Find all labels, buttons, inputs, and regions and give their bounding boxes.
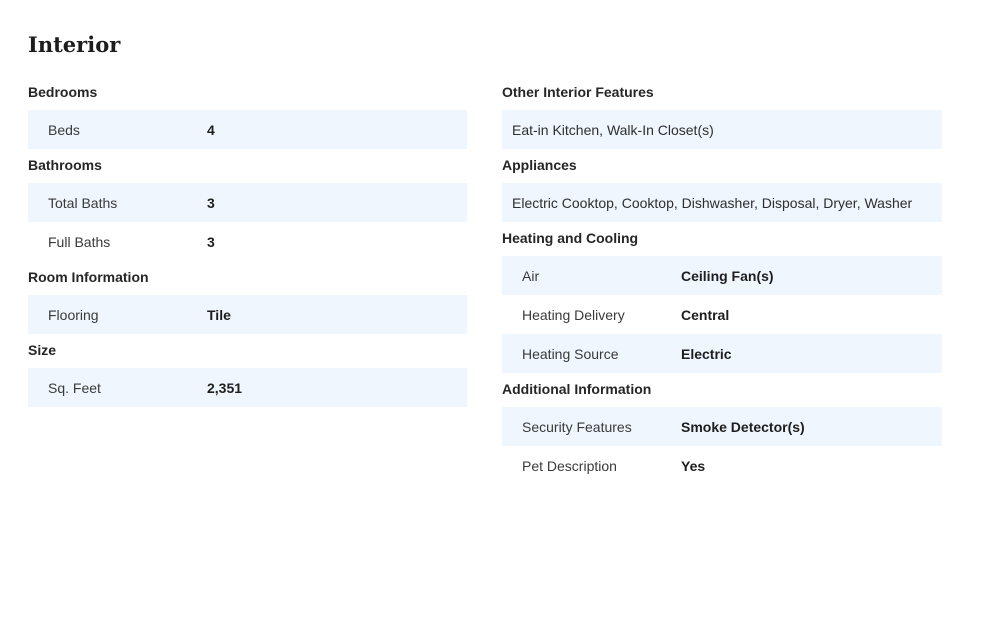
detail-row-other-interior-features <box>502 110 942 149</box>
detail-value: 3 <box>207 233 215 250</box>
section-title-appliances: Appliances <box>502 157 577 173</box>
detail-value: Yes <box>681 457 706 474</box>
section-title-additional-information: Additional Information <box>502 381 652 397</box>
detail-value: Electric <box>681 345 732 362</box>
left-column <box>28 80 467 407</box>
detail-label: Air <box>522 267 540 284</box>
detail-row-sq-feet <box>28 368 467 407</box>
section-additional-information <box>502 377 942 485</box>
detail-label: Pet Description <box>522 457 617 474</box>
detail-label: Beds <box>48 121 80 138</box>
detail-row-appliances <box>502 183 942 222</box>
section-heating-and-cooling <box>502 226 942 373</box>
detail-value: Central <box>681 306 730 323</box>
detail-label: Full Baths <box>48 233 111 250</box>
detail-value: 3 <box>207 194 215 211</box>
section-title-room-information: Room Information <box>28 269 149 285</box>
detail-value: Ceiling Fan(s) <box>681 267 774 284</box>
detail-label: Security Features <box>522 418 632 435</box>
detail-label: Heating Delivery <box>522 306 625 323</box>
detail-row-heating-source <box>502 334 942 373</box>
page-title: Interior <box>28 32 121 57</box>
detail-label: Total Baths <box>48 194 118 211</box>
detail-row-heating-delivery <box>502 295 942 334</box>
section-title-bathrooms: Bathrooms <box>28 157 102 173</box>
section-title-size: Size <box>28 342 57 358</box>
detail-row-pet-description <box>502 446 942 485</box>
detail-value: Tile <box>207 306 231 323</box>
detail-row-total-baths <box>28 183 467 222</box>
right-column <box>502 80 942 485</box>
section-appliances <box>502 153 942 222</box>
section-bathrooms <box>28 153 467 261</box>
detail-label: Sq. Feet <box>48 379 101 396</box>
detail-label: Heating Source <box>522 345 619 362</box>
section-other-interior-features <box>502 80 942 149</box>
section-size <box>28 338 467 407</box>
detail-value: Smoke Detector(s) <box>681 418 805 435</box>
detail-row-air <box>502 256 942 295</box>
detail-row-security-features <box>502 407 942 446</box>
detail-value: 2,351 <box>207 379 243 396</box>
detail-row-beds <box>28 110 467 149</box>
section-title-bedrooms: Bedrooms <box>28 84 98 100</box>
section-room-information <box>28 265 467 334</box>
detail-row-flooring <box>28 295 467 334</box>
section-title-heating-and-cooling: Heating and Cooling <box>502 230 639 246</box>
section-bedrooms <box>28 80 467 149</box>
detail-row-full-baths <box>28 222 467 261</box>
detail-label: Flooring <box>48 306 99 323</box>
detail-text: Eat-in Kitchen, Walk-In Closet(s) <box>512 121 714 138</box>
detail-text: Electric Cooktop, Cooktop, Dishwasher, Disposal, Dryer, Washer <box>512 194 913 211</box>
section-title-other-interior-features: Other Interior Features <box>502 84 654 100</box>
detail-value: 4 <box>207 121 215 138</box>
